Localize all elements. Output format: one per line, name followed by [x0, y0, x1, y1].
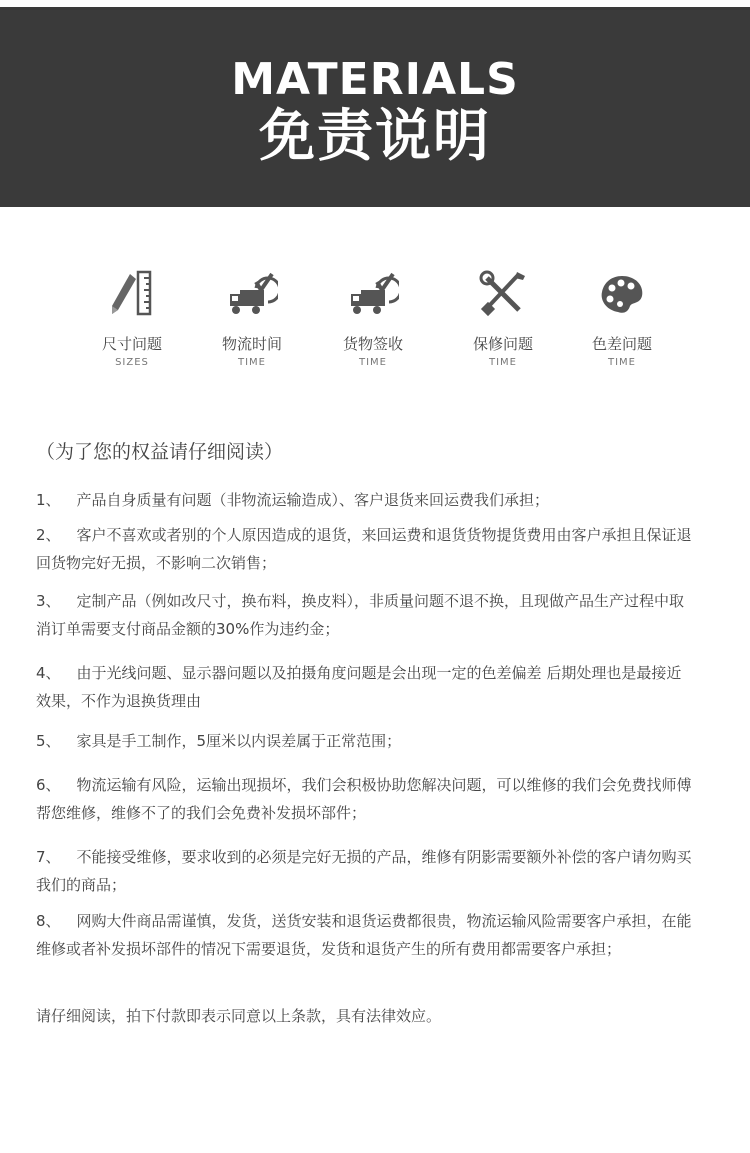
icon-sub: TIME: [607, 357, 636, 368]
icon-sub: TIME: [237, 357, 266, 368]
intro-note: （为了您的权益请仔细阅读）: [36, 441, 284, 463]
clause-4: [36, 659, 696, 715]
icon-item-warranty: [448, 268, 558, 370]
icon-sub: SIZES: [115, 357, 149, 368]
clause-3: [36, 587, 696, 643]
clause-6: [36, 771, 696, 827]
delivery-truck-icon: [226, 268, 278, 320]
icon-sub: TIME: [488, 357, 517, 368]
clause-1: [36, 486, 696, 514]
delivery-check-icon: [347, 268, 399, 320]
clause-number: 8、: [36, 912, 61, 930]
clause-text: 不能接受维修，要求收到的必须是完好无损的产品，维修有阴影需要额外补偿的客户请勿购买我们的商品；: [36, 848, 692, 894]
clause-text: 家具是手工制作，5厘米以内误差属于正常范围；: [76, 732, 402, 750]
icon-label: 物流时间: [221, 335, 282, 353]
clause-number: 3、: [36, 592, 61, 610]
title-zh: 免责说明: [259, 104, 491, 169]
clause-text: 网购大件商品需谨慎，发货，送货安装和退货运费都很贵，物流运输风险需要客户承担，在能维修或者补发损坏部件的情况下需要退货，发货和退货产生的所有费用都需要客户承担；: [36, 912, 692, 958]
icon-item-sizes: [77, 268, 187, 370]
icon-label: 保修问题: [472, 335, 533, 353]
clause-text: 由于光线问题、显示器问题以及拍摄角度问题是会出现一定的色差偏差 后期处理也是最接近效果，不作为退换货理由: [36, 664, 682, 710]
clause-7: [36, 843, 696, 899]
clause-text: 产品自身质量有问题（非物流运输造成）、客户退货来回运费我们承担；: [76, 491, 550, 509]
icon-label: 尺寸问题: [101, 335, 162, 353]
clause-number: 5、: [36, 732, 61, 750]
icon-item-signoff: [318, 268, 428, 370]
clause-number: 6、: [36, 776, 61, 794]
ruler-pencil-icon: [106, 268, 158, 320]
clause-number: 1、: [36, 491, 61, 509]
clause-2: [36, 521, 696, 577]
clause-number: 7、: [36, 848, 61, 866]
icon-label: 货物签收: [342, 335, 403, 353]
title-en: MATERIALS: [231, 54, 519, 105]
clause-8: [36, 907, 696, 963]
clause-text: 物流运输有风险，运输出现损坏，我们会积极协助您解决问题，可以维修的我们会免费找师傅帮您维修，维修不了的我们会免费补发损坏部件；: [36, 776, 692, 822]
icon-label: 色差问题: [591, 335, 652, 353]
wrench-screwdriver-icon: [477, 268, 529, 320]
icon-item-color: [567, 268, 677, 370]
icon-item-logistics: [197, 268, 307, 370]
header-banner: [0, 7, 750, 207]
clause-text: 客户不喜欢或者别的个人原因造成的退货，来回运费和退货货物提货费用由客户承担且保证退回货物完好无损，不影响二次销售；: [36, 526, 692, 572]
icon-sub: TIME: [358, 357, 387, 368]
closing-note: 请仔细阅读，拍下付款即表示同意以上条款，具有法律效应。: [36, 1007, 442, 1025]
palette-icon: [596, 268, 648, 320]
clause-text: 定制产品（例如改尺寸，换布料，换皮料），非质量问题不退不换，且现做产品生产过程中取消订单需要支付商品金额的30%作为违约金；: [36, 592, 685, 638]
clause-number: 4、: [36, 664, 61, 682]
clause-number: 2、: [36, 526, 61, 544]
clause-5: [36, 727, 696, 755]
